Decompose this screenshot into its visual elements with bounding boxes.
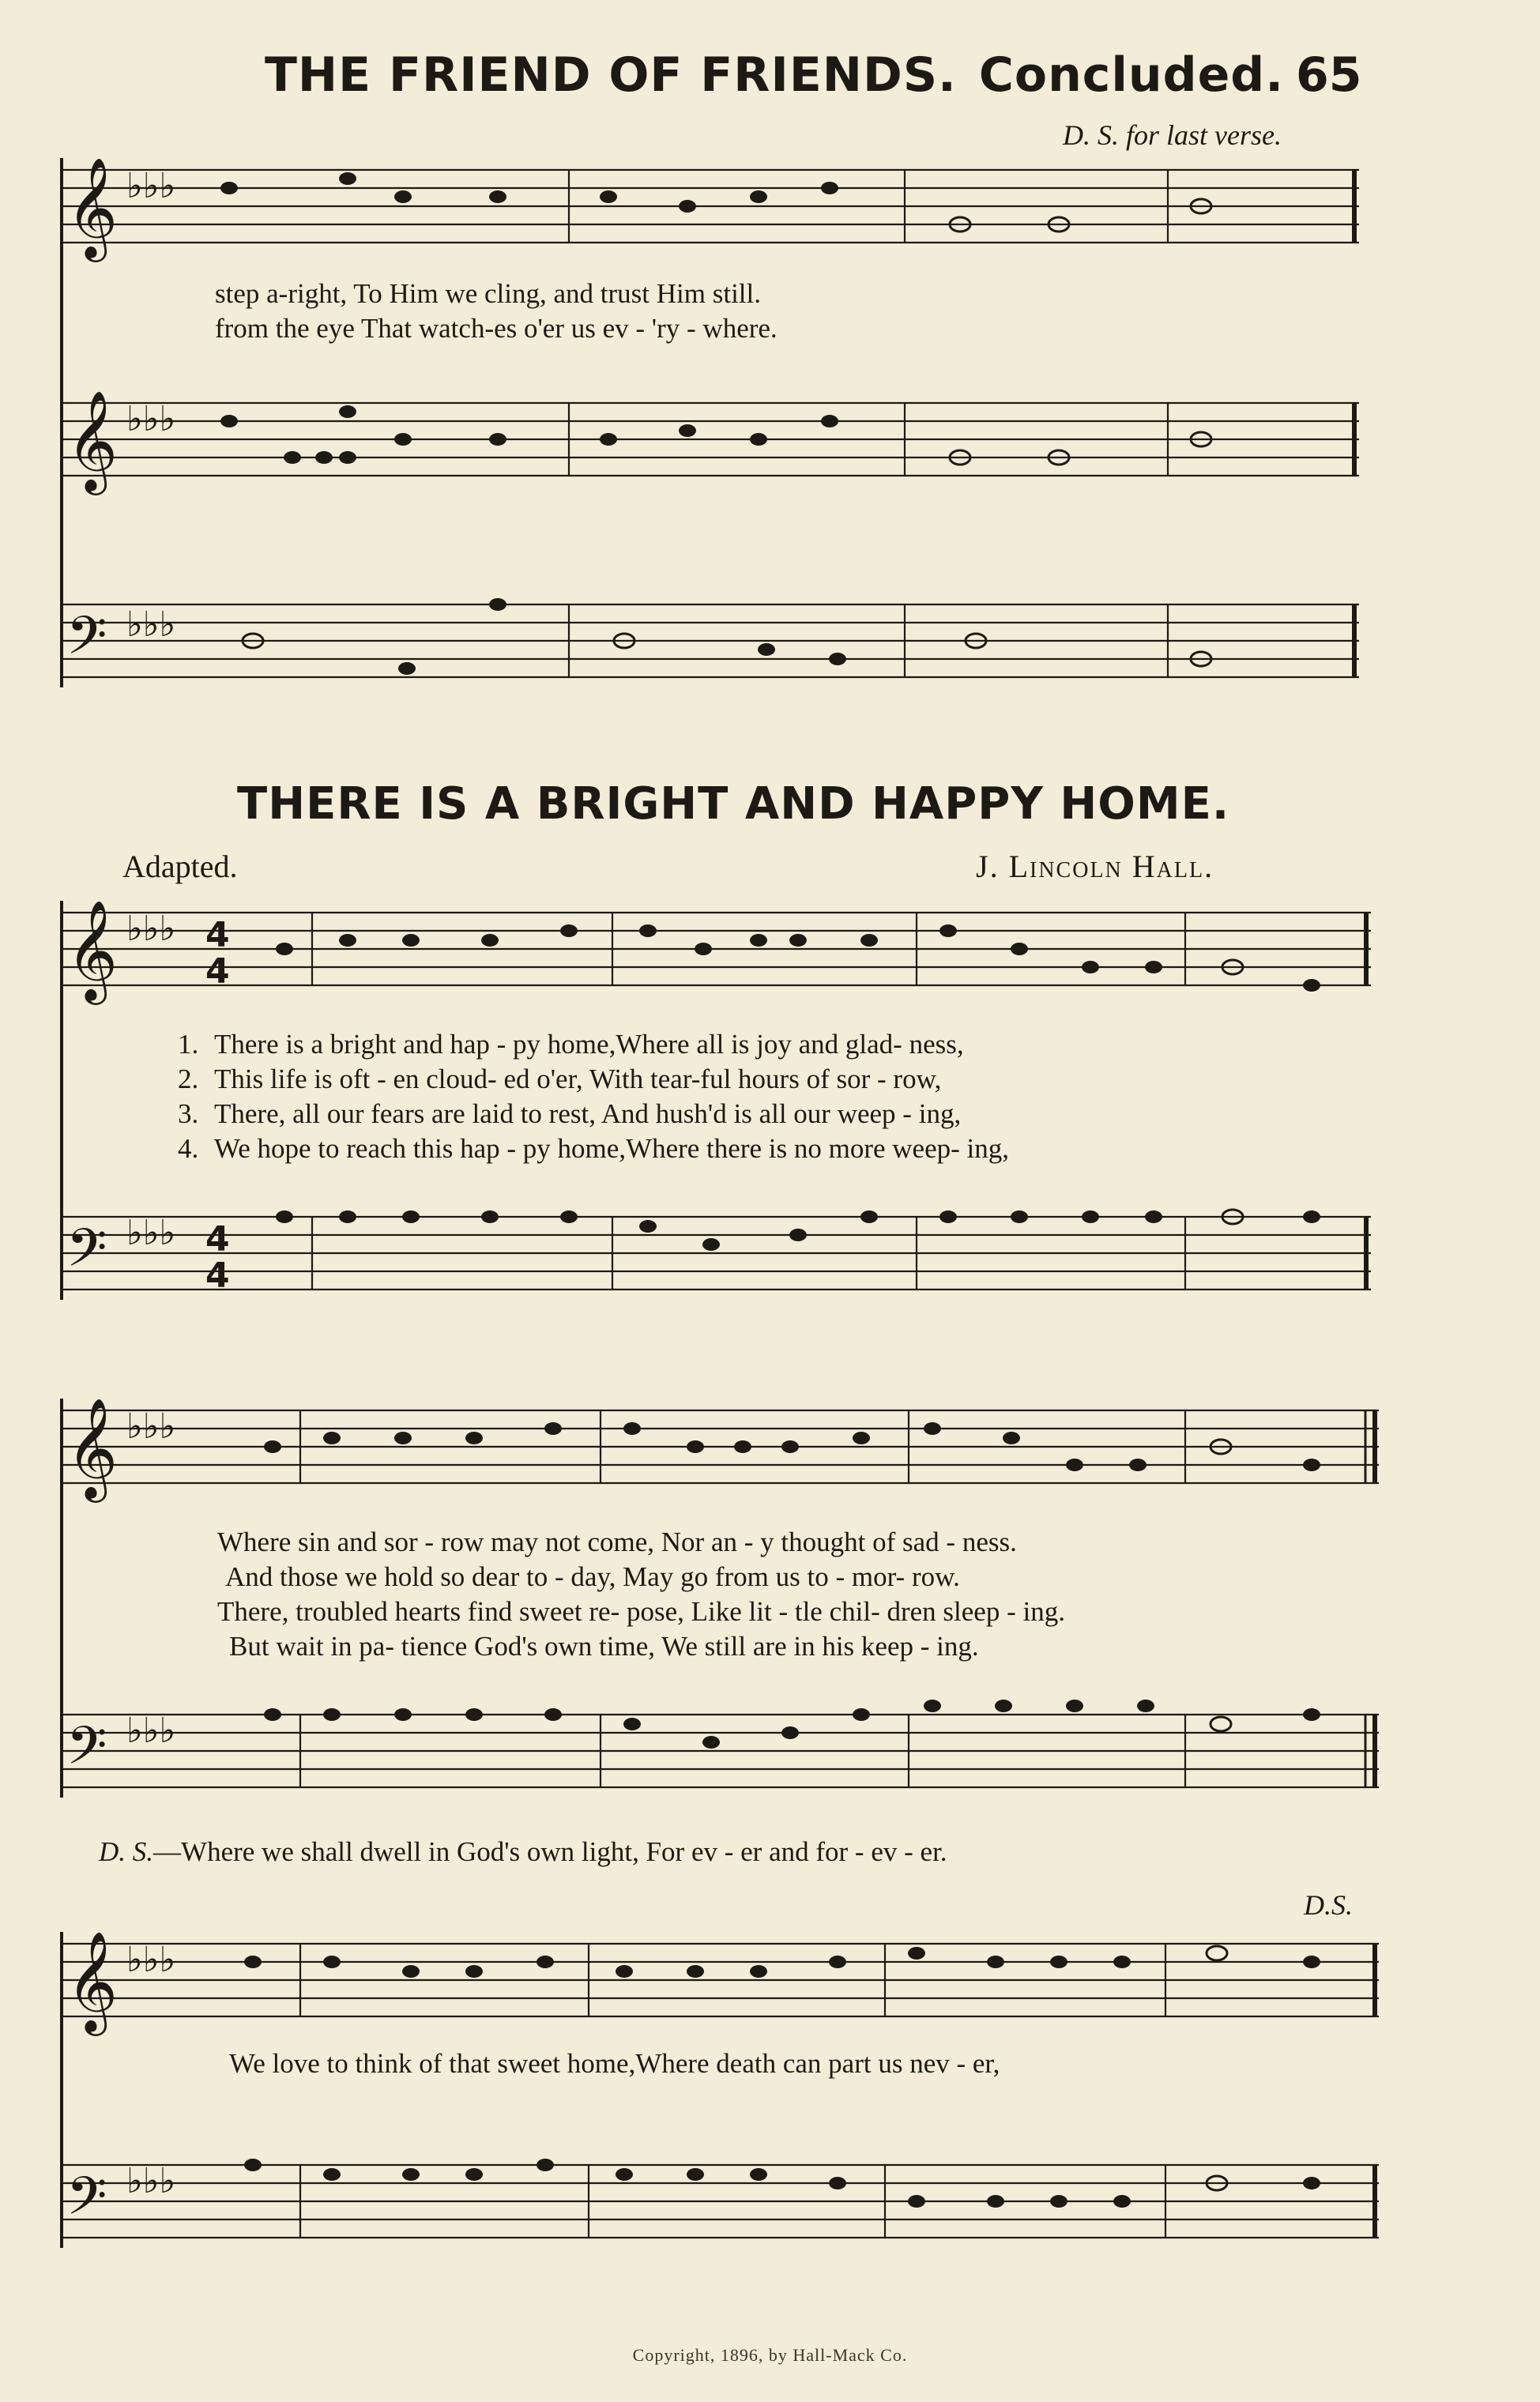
- verse-text: There, all our fears are laid to rest, And hush'd is all our weep - ing,: [214, 1098, 962, 1129]
- svg-text:♭♭♭: ♭♭♭: [126, 2161, 176, 2201]
- verse-number: 2.: [178, 1064, 199, 1094]
- staff-4-treble: [62, 1944, 1379, 2016]
- svg-text:4: 4: [205, 1256, 230, 1296]
- svg-text:♭♭♭: ♭♭♭: [126, 1711, 176, 1751]
- svg-text:𝄞: 𝄞: [66, 899, 119, 1000]
- verse-number: 1.: [178, 1029, 199, 1060]
- verse-4-line-a: [178, 1131, 1009, 1166]
- verse-text: This life is oft - en cloud- ed o'er, With tear-ful hours of sor - row,: [214, 1064, 942, 1094]
- svg-text:♭♭♭: ♭♭♭: [126, 909, 176, 949]
- verse-4-line-b: But wait in pa- tience God's own time, We still are in his keep - ing.: [229, 1631, 979, 1662]
- page-number: 65: [1296, 47, 1362, 103]
- svg-text:♭♭♭: ♭♭♭: [126, 604, 176, 645]
- arrangement-credit: Adapted.: [122, 849, 238, 884]
- svg-text:𝄞: 𝄞: [66, 1930, 119, 2031]
- staff-1-treble: [62, 170, 1359, 243]
- staff-1-piano-treble: [62, 403, 1359, 476]
- svg-text:𝄢: 𝄢: [66, 605, 107, 679]
- verse-text: There is a bright and hap - py home,Where all is joy and glad- ness,: [214, 1029, 964, 1060]
- ds-marking-chorus: D.S.: [1304, 1889, 1353, 1921]
- verse-2-line-b: And those we hold so dear to - day, May go from us to - mor- row.: [225, 1561, 960, 1592]
- svg-text:𝄢: 𝄢: [66, 2166, 107, 2239]
- verse-number: 4.: [178, 1133, 199, 1164]
- verse-text: We hope to reach this hap - py home,Where there is no more weep- ing,: [214, 1133, 1009, 1164]
- svg-text:𝄞: 𝄞: [66, 156, 119, 258]
- ds-lyric-line: [99, 1835, 947, 1869]
- staff-3-bass: [62, 1715, 1379, 1787]
- svg-text:4: 4: [205, 1219, 230, 1259]
- staff-4-bass: [62, 2165, 1379, 2238]
- hymn-title: THERE IS A BRIGHT AND HAPPY HOME.: [237, 778, 1230, 830]
- song-title: THE FRIEND OF FRIENDS.: [265, 47, 957, 103]
- svg-text:♭♭♭: ♭♭♭: [126, 399, 176, 439]
- ds-label: D. S.: [99, 1836, 154, 1867]
- svg-text:4: 4: [205, 915, 230, 955]
- copyright-notice: Copyright, 1896, by Hall-Mack Co.: [632, 2345, 908, 2365]
- chorus-lyric: We love to think of that sweet home,Where death can part us nev - er,: [229, 2048, 1000, 2079]
- svg-text:♭♭♭: ♭♭♭: [126, 166, 176, 206]
- verse-1-line-b: Where sin and sor - row may not come, Nor an - y thought of sad - ness.: [217, 1527, 1017, 1557]
- svg-text:𝄢: 𝄢: [66, 1218, 107, 1291]
- svg-text:♭♭♭: ♭♭♭: [126, 1213, 176, 1253]
- verse-3-line-a: [178, 1097, 961, 1131]
- svg-text:♭♭♭: ♭♭♭: [126, 1940, 176, 1980]
- svg-text:𝄞: 𝄞: [66, 390, 119, 491]
- ds-marking-top: D. S. for last verse.: [1063, 119, 1282, 151]
- verse-3-line-b: There, troubled hearts find sweet re- pose, Like lit - tle chil- dren sleep - ing.: [217, 1596, 1065, 1627]
- section1-lyric-line-2: from the eye That watch-es o'er us ev - 'ry - where.: [215, 313, 778, 344]
- verse-2-line-a: [178, 1062, 941, 1097]
- svg-text:𝄢: 𝄢: [66, 1715, 107, 1789]
- svg-text:𝄞: 𝄞: [66, 1397, 119, 1498]
- staff-2-treble: [62, 913, 1371, 985]
- composer-credit: J. Lincoln Hall.: [976, 849, 1214, 884]
- staff-3-treble: [62, 1410, 1379, 1483]
- staff-1-bass: [62, 604, 1359, 677]
- svg-text:♭♭♭: ♭♭♭: [126, 1406, 176, 1447]
- verse-number: 3.: [178, 1098, 199, 1129]
- section1-lyric-line-1: step a-right, To Him we cling, and trust Him still.: [215, 278, 761, 309]
- verse-1-line-a: [178, 1027, 964, 1062]
- staff-2-bass: [62, 1217, 1371, 1289]
- ds-text: —Where we shall dwell in God's own light, For ev - er and for - ev - er.: [153, 1836, 947, 1867]
- song-subtitle: Concluded.: [978, 47, 1285, 103]
- svg-text:4: 4: [205, 951, 230, 992]
